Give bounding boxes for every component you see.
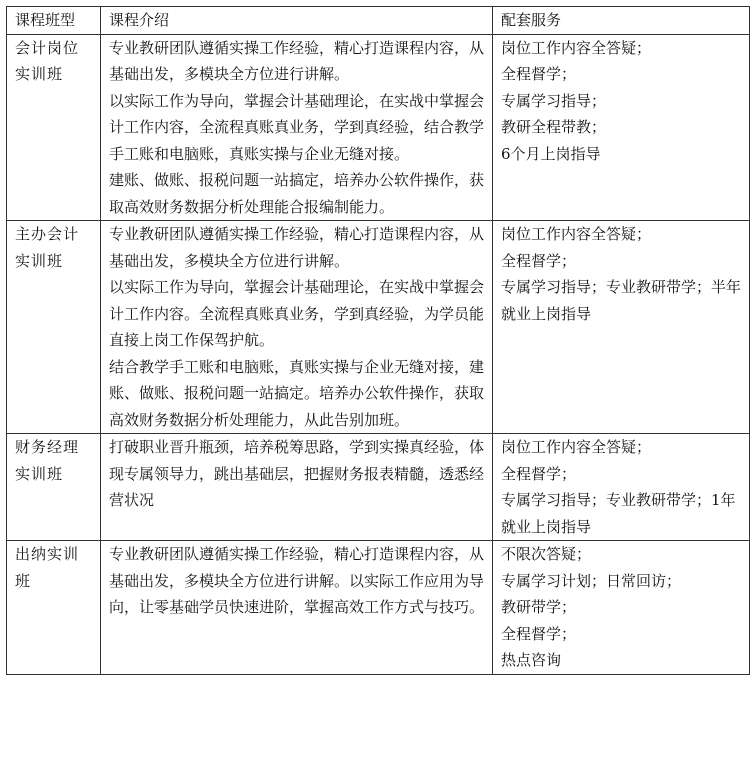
service-cell: [493, 434, 750, 541]
service-item: 专属学习指导；专业教研带学；1年就业上岗指导: [501, 491, 736, 536]
course-intro-cell: [101, 34, 493, 221]
course-table: [6, 6, 750, 675]
course-intro-cell: [101, 434, 493, 541]
table-row: [7, 34, 750, 221]
table-row: [7, 221, 750, 434]
intro-paragraph: 结合教学手工账和电脑账，真账实操与企业无缝对接，建账、做账、报税问题一站搞定。培养办公软件操作，获取高效财务数据分析处理能力，从此告别加班。: [109, 357, 485, 429]
course-intro-cell: [101, 221, 493, 434]
header-course-intro: 课程介绍: [101, 7, 493, 35]
service-item: 专属学习计划；日常回访；: [501, 571, 682, 590]
service-item: 全程督学；: [501, 624, 577, 643]
intro-paragraph: 打破职业晋升瓶颈，培养税筹思路，学到实操真经验，体现专属领导力，跳出基础层，把握财务报表精髓，透悉经营状况: [109, 438, 485, 509]
service-item: 岗位工作内容全答疑；: [501, 438, 652, 456]
intro-paragraph: 专业教研团队遵循实操工作经验，精心打造课程内容，从基础出发，多模块全方位进行讲解。: [109, 225, 485, 270]
intro-paragraph: 专业教研团队遵循实操工作经验，精心打造课程内容，从基础出发，多模块全方位进行讲解。: [109, 38, 485, 83]
service-item: 6个月上岗指导: [501, 144, 601, 163]
intro-paragraph: 专业教研团队遵循实操工作经验，精心打造课程内容，从基础出发，多模块全方位进行讲解。以实际工作应用为导向，让零基础学员快速进阶，掌握高效工作方式与技巧。: [109, 545, 485, 616]
course-type-cell: 出纳实训班: [7, 541, 101, 675]
table-row: [7, 541, 750, 675]
service-item: 全程督学；: [501, 464, 577, 483]
course-intro-cell: [101, 541, 493, 675]
service-cell: [493, 541, 750, 675]
service-item: 教研带学；: [501, 598, 577, 616]
header-service: 配套服务: [493, 7, 750, 35]
service-item: 岗位工作内容全答疑；: [501, 38, 652, 57]
service-item: 教研全程带教；: [501, 118, 607, 136]
service-item: 专属学习指导；: [501, 91, 607, 110]
service-cell: [493, 221, 750, 434]
table-row: [7, 434, 750, 541]
course-type-cell: 会计岗位实训班: [7, 34, 101, 221]
intro-paragraph: 以实际工作为导向，掌握会计基础理论，在实战中掌握会计工作内容，全流程真账真业务，学到真经验，结合教学手工账和电脑账，真账实操与企业无缝对接。: [109, 91, 485, 163]
course-type-cell: 财务经理实训班: [7, 434, 101, 541]
intro-paragraph: 以实际工作为导向，掌握会计基础理论，在实战中掌握会计工作内容。全流程真账真业务，学到真经验，为学员能直接上岗工作保驾护航。: [109, 278, 485, 349]
table-header-row: [7, 7, 750, 35]
course-type-cell: 主办会计实训班: [7, 221, 101, 434]
header-course-type: 课程班型: [7, 7, 101, 35]
service-item: 全程督学；: [501, 65, 577, 83]
service-cell: [493, 34, 750, 221]
service-item: 热点咨询: [501, 651, 562, 669]
service-item: 专属学习指导；专业教研带学；半年就业上岗指导: [501, 278, 742, 323]
service-item: 不限次答疑；: [501, 545, 592, 563]
intro-paragraph: 建账、做账、报税问题一站搞定，培养办公软件操作，获取高效财务数据分析处理能合报编制能力。: [109, 171, 485, 216]
service-item: 岗位工作内容全答疑；: [501, 225, 652, 243]
service-item: 全程督学；: [501, 251, 577, 270]
